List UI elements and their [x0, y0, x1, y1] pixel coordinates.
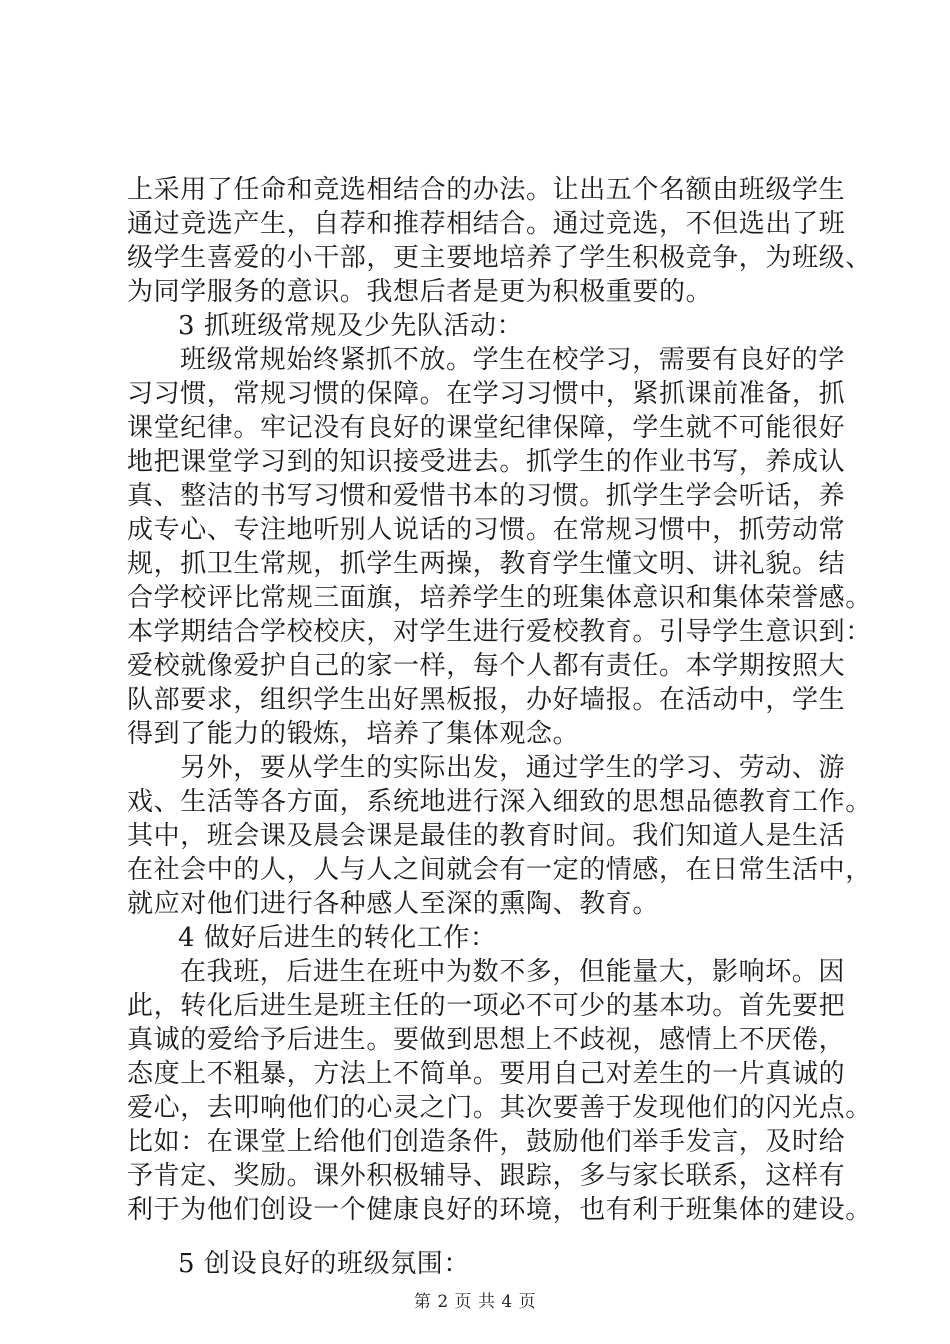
text-line: 真诚的爱给予后进生。要做到思想上不歧视，感情上不厌倦， — [127, 1025, 846, 1055]
section-heading: 3 抓班级常规及少先队活动： — [178, 311, 524, 341]
text-line: 地把课堂学习到的知识接受进去。抓学生的作业书写，养成认 — [127, 447, 846, 477]
section-heading: 4 做好后进生的转化工作： — [178, 923, 497, 953]
text-line: 比如：在课堂上给他们创造条件，鼓励他们举手发言，及时给 — [127, 1127, 846, 1157]
text-line: 另外，要从学生的实际出发，通过学生的学习、劳动、游 — [180, 753, 846, 783]
text-line: 态度上不粗暴，方法上不简单。要用自己对差生的一片真诚的 — [127, 1059, 846, 1089]
page-number-footer: 第 2 页 共 4 页 — [413, 1292, 537, 1312]
text-line: 级学生喜爱的小干部，更主要地培养了学生积极竞争，为班级、 — [127, 243, 872, 273]
text-line: 就应对他们进行各种感人至深的熏陶、教育。 — [127, 889, 660, 919]
text-line: 爱心，去叩响他们的心灵之门。其次要善于发现他们的闪光点。 — [127, 1093, 872, 1123]
text-line: 习习惯，常规习惯的保障。在学习习惯中，紧抓课前准备，抓 — [127, 379, 846, 409]
text-line: 予肯定、奖励。课外积极辅导、跟踪，多与家长联系，这样有 — [127, 1161, 846, 1191]
text-line: 队部要求，组织学生出好黑板报，办好墙报。在活动中，学生 — [127, 685, 846, 715]
text-line: 在我班，后进生在班中为数不多，但能量大，影响坏。因 — [180, 957, 846, 987]
section-heading: 5 创设良好的班级氛围： — [178, 1249, 471, 1279]
text-line: 合学校评比常规三面旗，培养学生的班集体意识和集体荣誉感。 — [127, 583, 872, 613]
text-line: 得到了能力的锻炼，培养了集体观念。 — [127, 719, 580, 749]
text-line: 利于为他们创设一个健康良好的环境，也有利于班集体的建设。 — [127, 1195, 872, 1225]
text-line: 班级常规始终紧抓不放。学生在校学习，需要有良好的学 — [180, 345, 846, 375]
text-line: 课堂纪律。牢记没有良好的课堂纪律保障，学生就不可能很好 — [127, 413, 846, 443]
text-line: 上采用了任命和竞选相结合的办法。让出五个名额由班级学生 — [127, 175, 846, 205]
text-line: 成专心、专注地听别人说话的习惯。在常规习惯中，抓劳动常 — [127, 515, 846, 545]
text-line: 戏、生活等各方面，系统地进行深入细致的思想品德教育工作。 — [127, 787, 872, 817]
text-line: 为同学服务的意识。我想后者是更为积极重要的。 — [127, 277, 713, 307]
text-line: 通过竞选产生，自荐和推荐相结合。通过竞选，不但选出了班 — [127, 209, 846, 239]
text-line: 此，转化后进生是班主任的一项必不可少的基本功。首先要把 — [127, 991, 846, 1021]
text-line: 其中，班会课及晨会课是最佳的教育时间。我们知道人是生活 — [127, 821, 846, 851]
text-line: 在社会中的人，人与人之间就会有一定的情感，在日常生活中， — [127, 855, 872, 885]
text-line: 本学期结合学校校庆，对学生进行爱校教育。引导学生意识到： — [127, 617, 872, 647]
text-line: 真、整洁的书写习惯和爱惜书本的习惯。抓学生学会听话，养 — [127, 481, 846, 511]
text-line: 爱校就像爱护自己的家一样，每个人都有责任。本学期按照大 — [127, 651, 846, 681]
text-line: 规，抓卫生常规，抓学生两操，教育学生懂文明、讲礼貌。结 — [127, 549, 846, 579]
